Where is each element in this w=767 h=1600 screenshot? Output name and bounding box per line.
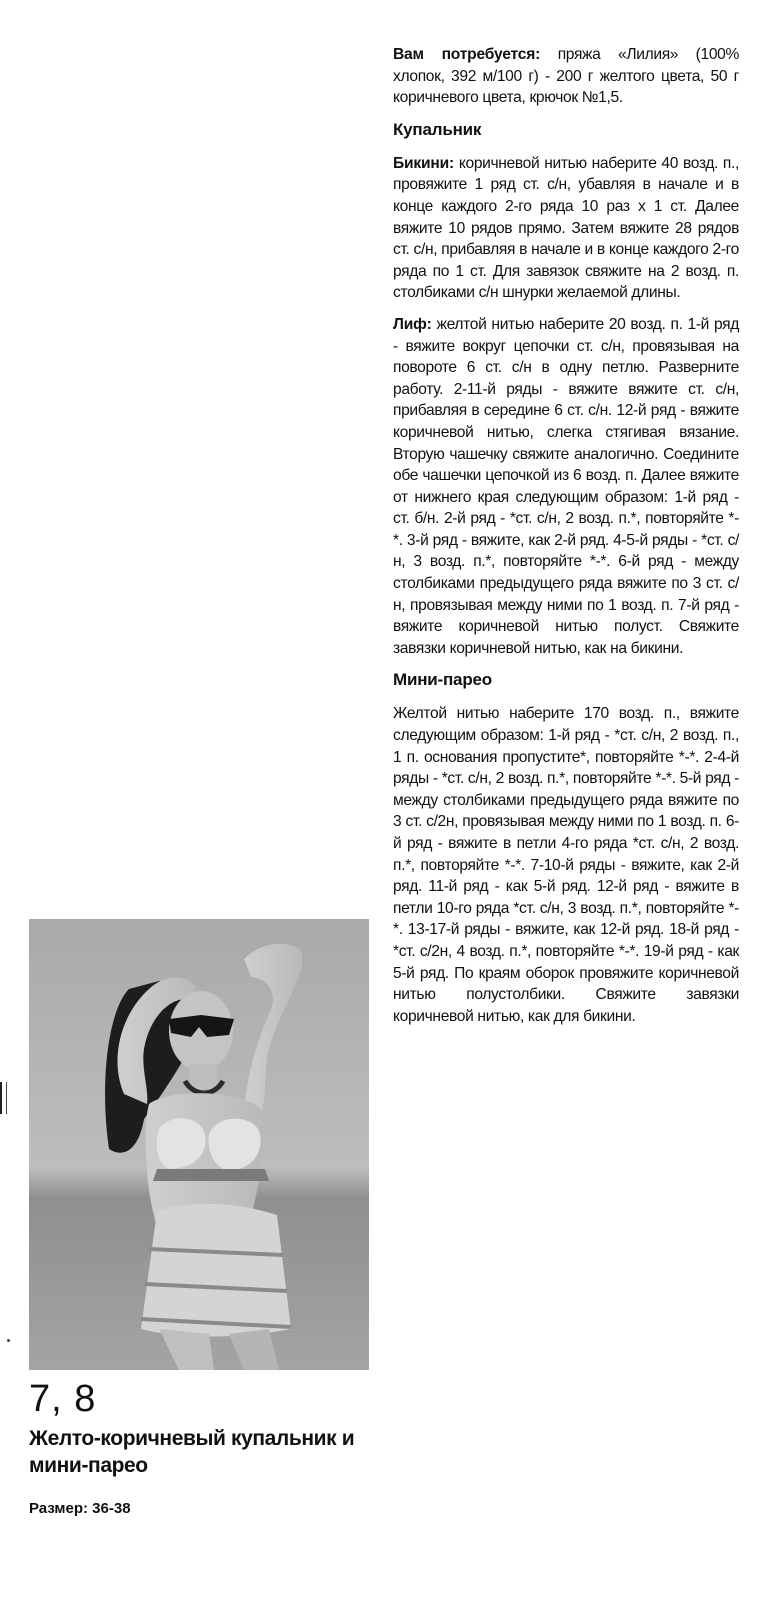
bra-paragraph [393, 314, 739, 660]
item-title: Желто-коричневый купальник и мини-парео [29, 1427, 355, 1477]
page-edge-mark [0, 1082, 7, 1114]
bra-label: Лиф: [393, 315, 432, 333]
model-photo [29, 919, 369, 1370]
pareo-paragraph: Желтой нитью наберите 170 возд. п., вяжите следующим образом: 1-й ряд - *ст. с/н, 2 возд. п., 1 п. основания пропустите*, повторяйте *-*. 2-4-й ряды - *ст. с/н, 2 возд. п.*, повторяйте *-*. 5-й ряд - между столбиками предыдущего ряда вяжите по 3 ст. с/2н, провязывая между ними по 1 возд. п. 6-й ряд - вяжите в петли 4-го ряда *ст. с/н, 2 возд. п.*, повторяйте *-*. 7-10-й ряды - вяжите, как 2-й ряд. 11-й ряд - как 5-й ряд. 12-й ряд - вяжите в петли 10-го ряда *ст. с/н, 3 возд. п.*, повторяйте *-*. 13-17-й ряды - вяжите, как 12-й ряд. 18-й ряд - *ст. с/2н, 4 возд. п.*, повторяйте *-*. 19-й ряд - как 5-й ряд. По краям оборок провяжите коричневой нитью полустолбики. Свяжите завязки коричневой нитью, как для бикини. [393, 705, 739, 1025]
bikini-label: Бикини: [393, 154, 454, 172]
materials-text: пряжа «Лилия» (100% хлопок, 392 м/100 г) - 200 г желтого цвета, 50 г коричневого цвета, крючок №1,5. [393, 46, 740, 107]
materials-label: Вам потребуется: [393, 46, 541, 63]
bikini-text: коричневой нитью наберите 40 возд. п., провяжите 1 ряд ст. с/н, убавляя в начале и в конце каждого 2-го ряда 10 раз х 1 ст. Далее вяжите 10 рядов прямо. Затем вяжите 28 рядов ст. с/н, прибавляя в начале и в конце каждого 2-го ряда по 1 ст. Для завязок свяжите на 2 возд. п. столбиками с/н шнурки желаемой длины. [393, 154, 739, 302]
instructions-column [393, 44, 739, 1037]
pareo-heading: Мини-парео [393, 670, 492, 690]
item-size: Размер: 36-38 [29, 1500, 131, 1517]
materials-paragraph [393, 44, 739, 109]
bikini-paragraph [393, 153, 739, 304]
model-photo-illustration [29, 919, 369, 1370]
page-dot-mark [7, 1339, 10, 1342]
item-number: 7, 8 [29, 1378, 97, 1420]
bra-text: желтой нитью наберите 20 возд. п. 1-й ряд - вяжите вокруг цепочки ст. с/н, провязывая на повороте 6 ст. с/н в одну петлю. Разверните работу. 2-11-й ряды - вяжите вяжите ст. с/н, прибавляя в середине 6 ст. с/н. 12-й ряд - вяжите коричневой нитью, слегка стягивая вязание. Вторую чашечку свяжите аналогично. Соедините обе чашечки цепочкой из 6 возд. п. Далее вяжите от нижнего края следующим образом: 1-й ряд - ст. б/н. 2-й ряд - *ст. с/н, 2 возд. п.*, повторяйте *-*. 3-й ряд - вяжите, как 2-й ряд. 4-5-й ряды - *ст. с/н, 3 возд. п.*, повторяйте *-*. 6-й ряд - между столбиками предыдущего ряда вяжите по 3 ст. с/н, провязывая между ними по 1 возд. п. 7-й ряд - вяжите коричневой нитью полуст. Свяжите завязки коричневой нитью, как на бикини. [393, 315, 739, 657]
swimsuit-heading: Купальник [393, 119, 482, 139]
